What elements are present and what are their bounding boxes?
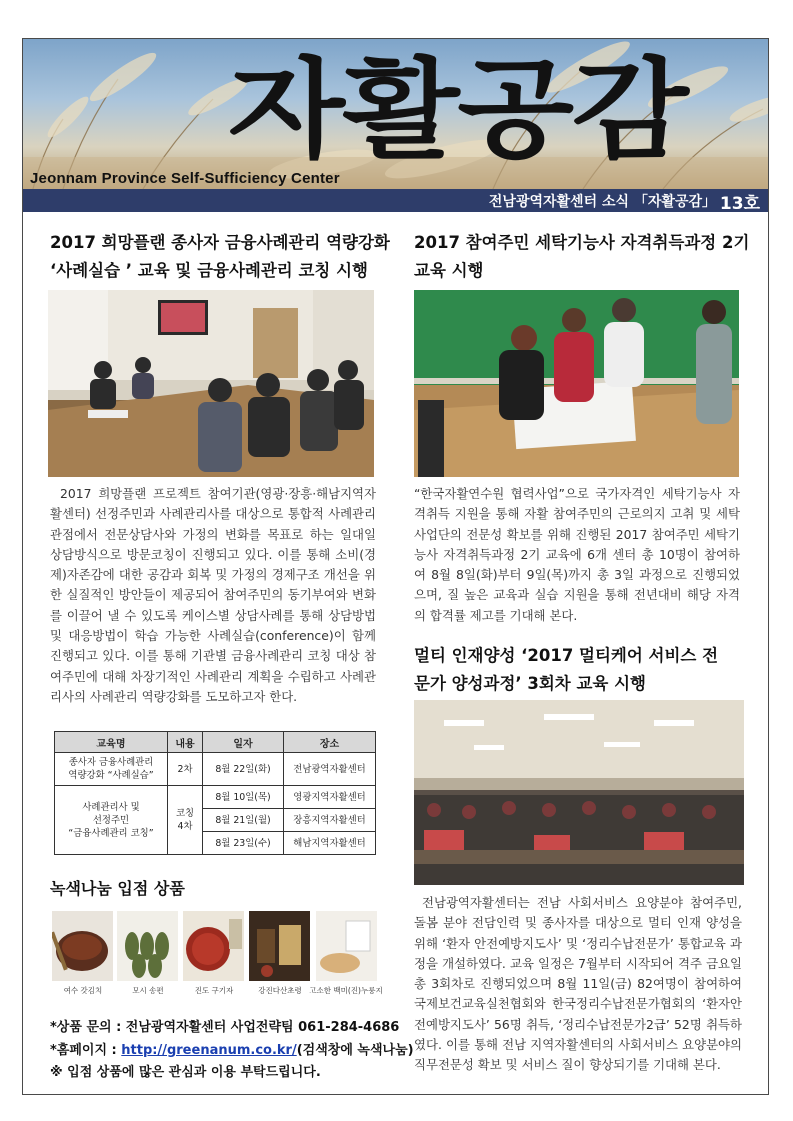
product-caption: 여수 갓김치 xyxy=(63,986,103,995)
table-header-cell: 교육명 xyxy=(55,732,168,753)
issue-number: 13호 xyxy=(719,194,760,214)
product-image-songpyeon xyxy=(117,911,178,981)
product-caption: 강진다산초령 xyxy=(258,986,302,995)
right-headline-2-line1: 멀티 인재양성 ‘2017 멀티케어 서비스 전 xyxy=(414,646,719,665)
multicare-seminar-photo xyxy=(414,700,744,885)
right-headline-1-line1: 2017 참여주민 세탁기능사 자격취득과정 2기 xyxy=(414,233,750,252)
table-row xyxy=(55,753,376,786)
product-image-nurungji xyxy=(316,911,377,981)
cell-text: 사례관리사 및 xyxy=(82,801,140,813)
right-article-body-2: 전남광역자활센터는 전남 사회서비스 요양분야 참여주민, 돌봄 분야 전담인력 및 종사자를 대상으로 멀티 인재 양성을 위해 ‘환자 안전예방지도사’ 및 ‘정리수납전문가’ 통합교육 과정을 개설하였다. 교육 일정은 7월부터 시작되어 격주 금요일 총 3회차로 진행되었으며 8월 11일(금) 82여명이 참여하여 국제보건교육실천협회와 한국정리수납전문가협회의 ‘환자안전예방지도사’ 56명 취득, ‘정리수납전문가2급’ 52명 취득하였다. 이를 통해 전남 지역자활센터의 사회서비스 요양분야의 직무전문성 확보 및 서비스 질이 향상되기를 기대해 본다. xyxy=(414,895,742,1073)
table-cell-name xyxy=(55,786,168,855)
table-header-cell: 일자 xyxy=(203,732,284,753)
table-cell-place: 장흥지역자활센터 xyxy=(284,809,376,832)
table-header-row xyxy=(55,732,376,753)
closing-note: ※ 입점 상품에 많은 관심과 이용 부탁드립니다. xyxy=(50,1065,321,1080)
product-image-kimchi xyxy=(52,911,113,981)
homepage-line xyxy=(50,1039,414,1058)
table-row xyxy=(55,786,376,809)
left-headline-line2: ‘사례실습 ’ 교육 및 금융사례관리 코칭 시행 xyxy=(50,261,368,280)
right-article-body-1: “한국자활연수원 협력사업”으로 국가자격인 세탁기능사 자격취득 지원을 통해 자활 참여주민의 근로의지 고취 및 세탁 사업단의 전문성 확보를 위해 진행된 2017 참여주민 세탁기능사 자격취득과정 2기 교육에 6개 센터 총 10명이 참여하여 8월 8일(화)부터 9일(목)까지 총 3일 과정으로 진행되었으며, 질 높은 교육과 실습 지원을 통해 전년대비 해당 자격의 합격률 제고를 기대해 본다. xyxy=(414,486,740,623)
schedule-table xyxy=(54,731,376,855)
table-cell-content: 2차 xyxy=(168,753,203,786)
product-caption: 고소한 백미(진)누룽지 xyxy=(309,986,383,995)
table-cell-date: 8월 23일(수) xyxy=(203,832,284,855)
laundry-class-photo xyxy=(414,290,739,477)
product-image-tea xyxy=(249,911,310,981)
issue-text: 전남광역자활센터 소식 「자활공감」 xyxy=(488,194,716,210)
cell-text: 종사자 금융사례관리 xyxy=(68,757,154,768)
left-headline xyxy=(50,229,390,285)
right-headline-2-line2: 문가 양성과정’ 3회차 교육 시행 xyxy=(414,674,646,693)
table-header-cell: 내용 xyxy=(168,732,203,753)
product-inquiry: *상품 문의 : 전남광역자활센터 사업전략팀 061-284-4686 xyxy=(50,1020,400,1035)
cell-text: “금융사례관리 코칭” xyxy=(68,827,154,839)
table-cell-place: 전남광역자활센터 xyxy=(284,753,376,786)
cell-text: 선정주민 xyxy=(92,814,130,826)
table-cell-name xyxy=(55,753,168,786)
homepage-tail: (검색창에 녹색나눔) xyxy=(296,1043,414,1058)
green-sharing-title: 녹색나눔 입점 상품 xyxy=(50,879,185,898)
right-headline-1 xyxy=(414,229,754,285)
masthead-subtitle: Jeonnam Province Self-Sufficiency Center xyxy=(30,170,340,187)
product-caption: 진도 구기자 xyxy=(194,986,234,995)
table-cell-date: 8월 10일(목) xyxy=(203,786,284,809)
homepage-label: *홈페이지 : xyxy=(50,1043,122,1058)
masthead-title: 자활공감 xyxy=(228,48,687,173)
table-cell-content xyxy=(168,786,203,855)
table-cell-place: 해남지역자활센터 xyxy=(284,832,376,855)
right-headline-1-line2: 교육 시행 xyxy=(414,261,484,280)
masthead-banner xyxy=(23,39,768,189)
table-header-cell: 장소 xyxy=(284,732,376,753)
product-image-gugija xyxy=(183,911,244,981)
table-cell-date: 8월 22일(화) xyxy=(203,753,284,786)
cell-text: 4차 xyxy=(177,821,193,832)
table-cell-place: 영광지역자활센터 xyxy=(284,786,376,809)
meeting-photo xyxy=(48,290,374,477)
right-headline-2 xyxy=(414,642,754,698)
cell-text: 역량강화 “사례실습” xyxy=(68,770,154,781)
table-cell-date: 8월 21일(월) xyxy=(203,809,284,832)
cell-text: 코칭 xyxy=(175,808,195,819)
homepage-link[interactable]: http://greenanum.co.kr/ xyxy=(121,1043,297,1058)
product-caption: 모시 송편 xyxy=(132,986,164,995)
issue-bar xyxy=(23,189,768,212)
left-headline-line1: 2017 희망플랜 종사자 금융사례관리 역량강화 xyxy=(50,233,390,252)
left-article-body: 2017 희망플랜 프로젝트 참여기관(영광·장흥·해남지역자활센터) 선정주민과 사례관리사를 대상으로 통합적 사례관리 관점에서 전문상담사와 가정의 변화를 목표로 하는 일대일 상담방식으로 방문코칭이 진행되고 있다. 이를 통해 소비(경제)자존감에 대한 공감과 회복 및 가정의 경제구조 개선을 위한 실질적인 방안들이 제공되어 참여주민의 동기부여와 변화를 이끌어 낼 수 있도록 케이스별 상담사례를 통해 상담방법 및 대응방법이 학습 가능한 사례실습(conference)이 함께 진행되고 있다. 이를 통해 기관별 금융사례관리 코칭 대상 참여주민에 대해 차장기적인 사례관리 계획을 수립하고 사례관리사의 사례관리 역량강화를 도모하고자 한다. xyxy=(50,486,376,704)
